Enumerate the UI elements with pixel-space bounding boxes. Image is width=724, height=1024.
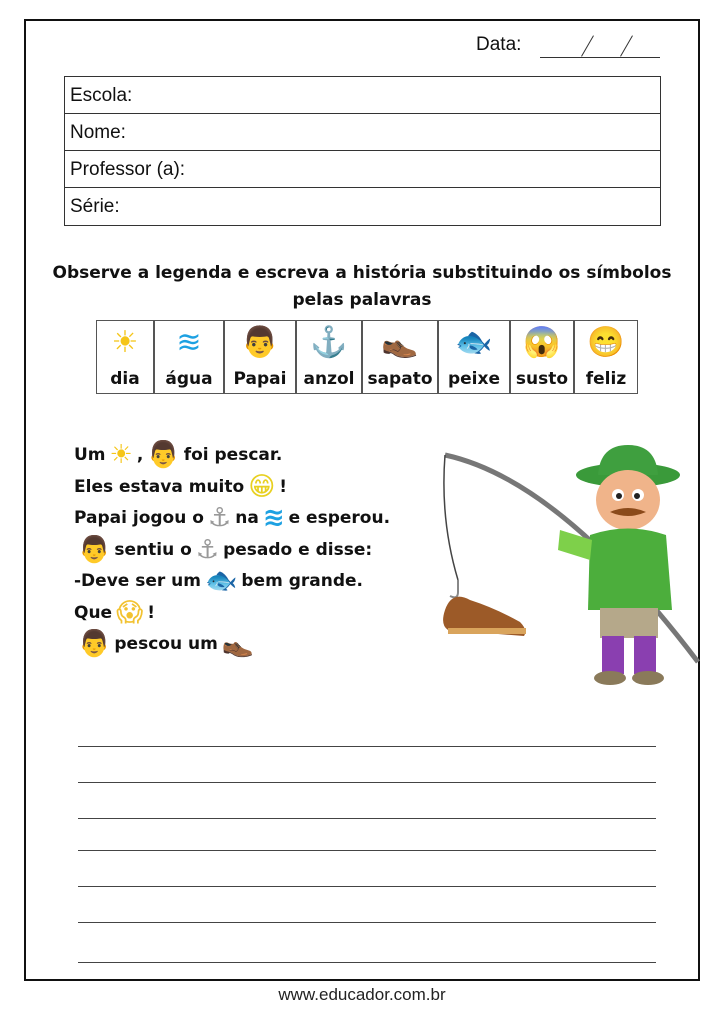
story-line [74,629,390,661]
legend-word: dia [110,369,140,389]
happy-face-icon: 😁 [248,471,276,502]
legend-word: sapato [367,369,433,389]
story-line [74,535,390,567]
legend-cell-feliz [574,320,638,394]
story-line [74,598,390,630]
story-text-fragment: , [136,445,144,465]
school-label: Escola: [70,85,133,106]
scared-face-icon: 😱 [116,597,144,628]
footer-url: www.educador.com.br [278,985,446,1004]
legend-cell-susto [510,320,574,394]
fisherman-illustration [440,440,705,690]
grade-field[interactable] [65,188,660,225]
story-text-fragment: e esperou. [288,508,391,528]
scared-face-icon: 😱 [523,326,561,359]
fish-icon: 🐟 [455,326,493,359]
story-text-fragment: ! [147,602,155,623]
story-text-fragment: ! [279,476,288,497]
shoe-icon: 👞 [221,629,255,659]
sun-icon: ☀ [109,440,133,470]
story-text-fragment: Eles estava muito [74,476,245,497]
teacher-label: Professor (a): [70,159,186,180]
writing-line[interactable] [78,818,656,819]
writing-line[interactable] [78,782,656,783]
story-text-fragment: Um [74,445,106,465]
writing-line[interactable] [78,746,656,747]
legend-cell-dia [96,320,154,394]
fisherman-icon: 👨 [241,326,279,359]
water-icon: ≋ [262,503,285,533]
writing-line[interactable] [78,962,656,963]
writing-line[interactable] [78,886,656,887]
legend-word: água [165,369,213,389]
grade-label: Série: [70,196,120,217]
symbol-legend [96,320,638,394]
story-text-fragment: -Deve ser um [74,571,201,591]
happy-face-icon: 😁 [587,326,625,359]
legend-word: peixe [447,369,501,389]
story-text [74,440,390,661]
fisherman-icon: 👨 [147,440,180,470]
legend-cell-anzol [296,320,362,394]
instruction-heading: Observe a legenda e escreva a história substituindo os símbolos pelas palavras [52,263,672,310]
date-field[interactable] [540,57,660,58]
story-text-fragment: pescou um [114,634,218,654]
date-label: Data: [476,34,522,55]
shoe-icon: 👞 [381,326,419,359]
legend-cell-água [154,320,224,394]
story-line [74,503,390,535]
sun-icon: ☀ [111,326,139,359]
story-text-fragment: Que [74,602,113,623]
story-text-fragment: foi pescar. [183,445,283,465]
teacher-field[interactable] [65,151,660,188]
fishhook-icon: ⚓ [310,326,348,359]
story-text-fragment: bem grande. [241,571,363,591]
story-line [74,566,390,598]
writing-line[interactable] [78,850,656,851]
fish-icon: 🐟 [205,566,238,596]
writing-line[interactable] [78,922,656,923]
story-text-fragment: Papai jogou o [74,508,204,528]
school-field[interactable] [65,77,660,114]
legend-word: feliz [585,369,627,389]
legend-cell-Papai [224,320,296,394]
story-line [74,472,390,504]
name-field[interactable] [65,114,660,151]
legend-cell-sapato [362,320,438,394]
legend-word: susto [515,369,569,389]
info-table [64,76,661,226]
story-line [74,440,390,472]
fishhook-icon: ⚓ [195,534,220,565]
fisherman-icon: 👨 [78,629,111,659]
fisherman-icon: 👨 [78,534,111,565]
name-label: Nome: [70,122,126,143]
water-icon: ≋ [176,326,202,359]
story-text-fragment: na [235,508,259,528]
fishhook-icon: ⚓ [207,503,232,533]
legend-word: Papai [233,369,287,389]
story-text-fragment: sentiu o [114,539,192,560]
story-text-fragment: pesado e disse: [223,539,373,560]
legend-word: anzol [303,369,355,389]
legend-cell-peixe [438,320,510,394]
